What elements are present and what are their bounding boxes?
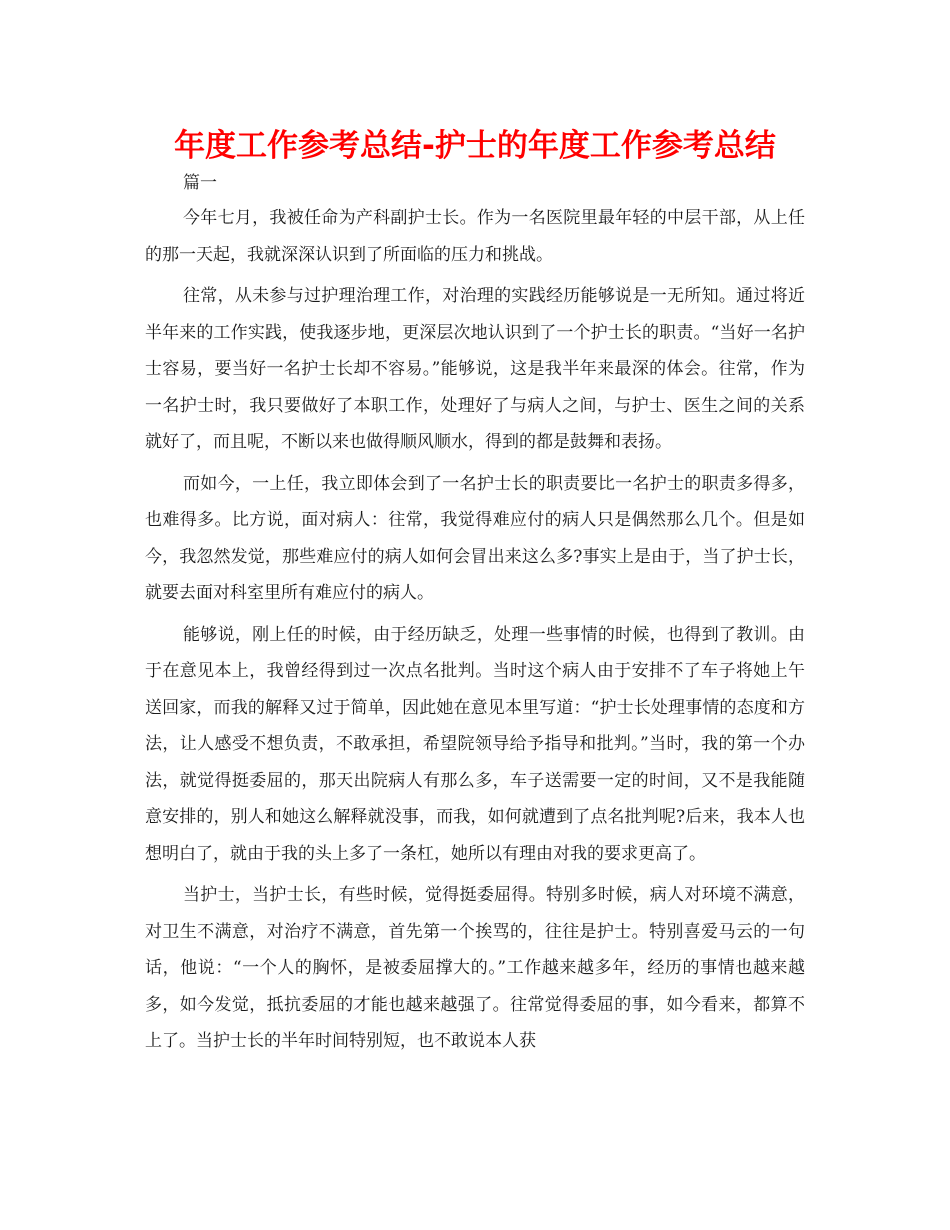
paragraph-2: 往常，从未参与过护理治理工作，对治理的实践经历能够说是一无所知。通过将近半年来的工作实践，使我逐步地，更深层次地认识到了一个护士长的职责。“当好一名护士容易，要当好一名护士长却不容易。”能够说，这是我半年来最深的体会。往常，作为一名护士时，我只要做好了本职工作，处理好了与病人之间，与护士、医生之间的关系就好了，而且呢，不断以来也做得顺风顺水，得到的都是鼓舞和表扬。 [145, 286, 805, 452]
section-label: 篇一 [183, 173, 217, 193]
paragraph-4: 能够说，刚上任的时候，由于经历缺乏，处理一些事情的时候，也得到了教训。由于在意见本上，我曾经得到过一次点名批判。当时这个病人由于安排不了车子将她上午送回家，而我的解释又过于简单，因此她在意见本里写道：“护士长处理事情的态度和方法，让人感受不想负责，不敢承担，希望院领导给予指导和批判。”当时，我的第一个办法，就觉得挺委屈的，那天出院病人有那么多，车子送需要一定的时间，又不是我能随意安排的，别人和她这么解释就没事，而我，如何就遭到了点名批判呢?后来，我本人也想明白了，就由于我的头上多了一条杠，她所以有理由对我的要求更高了。 [145, 624, 805, 864]
paragraph-1: 今年七月，我被任命为产科副护士长。作为一名医院里最年轻的中层干部，从上任的那一天起，我就深深认识到了所面临的压力和挑战。 [145, 208, 805, 265]
document-title: 年度工作参考总结-护士的年度工作参考总结 [174, 128, 776, 164]
paragraph-3: 而如今，一上任，我立即体会到了一名护士长的职责要比一名护士的职责多得多，也难得多。比方说，面对病人：往常，我觉得难应付的病人只是偶然那么几个。但是如今，我忽然发觉，那些难应付的病人如何会冒出来这么多?事实上是由于，当了护士长，就要去面对科室里所有难应付的病人。 [145, 473, 805, 603]
paragraph-5: 当护士，当护士长，有些时候，觉得挺委屈得。特别多时候，病人对环境不满意，对卫生不满意，对治疗不满意，首先第一个挨骂的，往往是护士。特别喜爱马云的一句话，他说：“一个人的胸怀，是被委屈撑大的。”工作越来越多年，经历的事情也越来越多，如今发觉，抵抗委屈的才能也越来越强了。往常觉得委屈的事，如今看来，都算不上了。当护士长的半年时间特别短，也不敢说本人获 [145, 885, 805, 1051]
document-body [145, 168, 805, 1065]
